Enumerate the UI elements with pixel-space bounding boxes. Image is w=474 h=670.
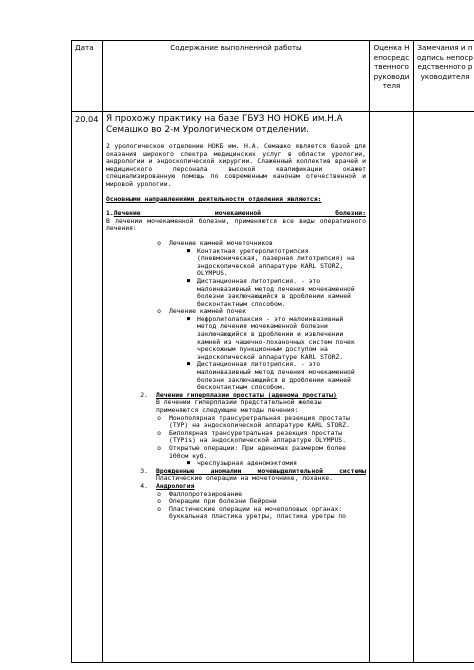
entry-date: 20.04: [75, 114, 99, 124]
table-header-row: [72, 41, 474, 112]
section-1-intro: В лечении мочекаменной болезни, применяются все виды оперативного лечения:: [106, 216, 366, 233]
square-bullet-icon: ■: [186, 361, 190, 368]
entry-content: [103, 112, 370, 663]
section-1: 1. Лечение мочекаменной болезни:: [106, 209, 366, 218]
list-item: o Фаллопротезирование: [157, 489, 243, 498]
entry-body: [106, 143, 366, 521]
list-item: o Операции при болезни Пейрони: [157, 497, 277, 506]
section-3-text: Пластические операции на мочеточнике, лоханке.: [156, 474, 333, 483]
entry-notes: [414, 112, 474, 663]
list-item: ■ Дистанционная литотрипсия. - это малоинвазивный метод лечения мочекаменной болезни заключающийся в дроблении камней бесконтактным способом.: [106, 361, 366, 391]
section-2-intro: В лечении гиперплазии предстательной железы применяются следующие методы лечения:: [156, 398, 322, 414]
section-3: 3. Врожденные аномалии мочевыделительной системы: [140, 466, 366, 475]
header-content: Содержание выполненной работы: [103, 41, 370, 112]
list-item: ■ Нефролитолапаксия - это малоинвазивный метод лечения мочекаменной болезни заключающийся в дроблении и извлечении камней из чашечно-лоханочных систем почек чрескожным пункционным доступом на эндоскопической аппаратуре KARL STORZ.: [106, 316, 366, 362]
list-item: o Пластические операции на мочеполовых органах: буккальная пластика уретры, пластика уретры по: [157, 504, 346, 521]
practice-log-table: [71, 40, 474, 663]
directions-heading: Основными направлениями деятельности отделения являются:: [106, 194, 322, 203]
header-notes: Замечания и подпись непосредственного руководителя: [414, 41, 474, 112]
section-4-title: Андрология: [156, 481, 195, 490]
section-2: 2. Лечение гиперплазии простаты (аденома простаты): [106, 392, 366, 400]
list-item: ■ чреспузырная аденомэктомия: [106, 460, 366, 468]
section-1-title: Лечение мочекаменной болезни:: [113, 209, 366, 218]
list-item: o Открытые операции: При аденомах размером более 100см куб.: [157, 443, 346, 460]
header-date: Дата: [72, 41, 103, 112]
list-item: o Лечение камней почек: [157, 307, 246, 316]
list-item: o Биполярная трансуретральная резекция простаты (TYPis) на эндоскопической аппаратуре OLYMPUS.: [157, 428, 346, 445]
list-item: ■ Контактная уретеролитотрипсия (пневмоническая, лазерная литотрипсия) на эндоскопической аппаратуре KARL STORZ, OLYMPUS.: [106, 248, 366, 278]
entry-intro: Я прохожу практику на базе ГБУЗ НО НОКБ им.Н.А Семашко во 2-м Урологическом отделении.: [106, 114, 343, 135]
section-2-title: Лечение гиперплазии простаты (аденома простаты): [156, 390, 337, 399]
square-bullet-icon: ■: [186, 247, 190, 254]
list-item: o Монополярная трансуретральная резекция простаты (ТУР) на эндоскопической аппаратуре KARL STORZ.: [157, 413, 350, 430]
square-bullet-icon: ■: [186, 460, 190, 467]
square-bullet-icon: ■: [186, 277, 190, 284]
section-4: 4. Андрология: [106, 483, 366, 491]
list-item: ■ Дистанционная литотрипсия. - это малоинвазивный метод лечения мочекаменной болезни заключающийся в дроблении камней бесконтактным способом.: [106, 278, 366, 308]
section-3-title: Врожденные аномалии мочевыделительной системы: [156, 466, 366, 475]
square-bullet-icon: ■: [186, 315, 190, 322]
table-row: [72, 112, 474, 663]
list-item: o Лечение камней мочеточников: [157, 238, 273, 247]
department-description: 2 урологическое отделение НОКБ им. Н.А. Семашко является базой для оказания широкого спектра медицинских услуг в области урологии, андрологии и эндоскопической хирургии. Слаженный коллектив врачей и медицинского персонала высокой квалификации окажет специализированную помощь по современным канонам отечественной и мировой урологии.: [106, 142, 366, 188]
header-grade: Оценка Непосредственного руководителя: [370, 41, 414, 112]
entry-grade: [370, 112, 414, 663]
